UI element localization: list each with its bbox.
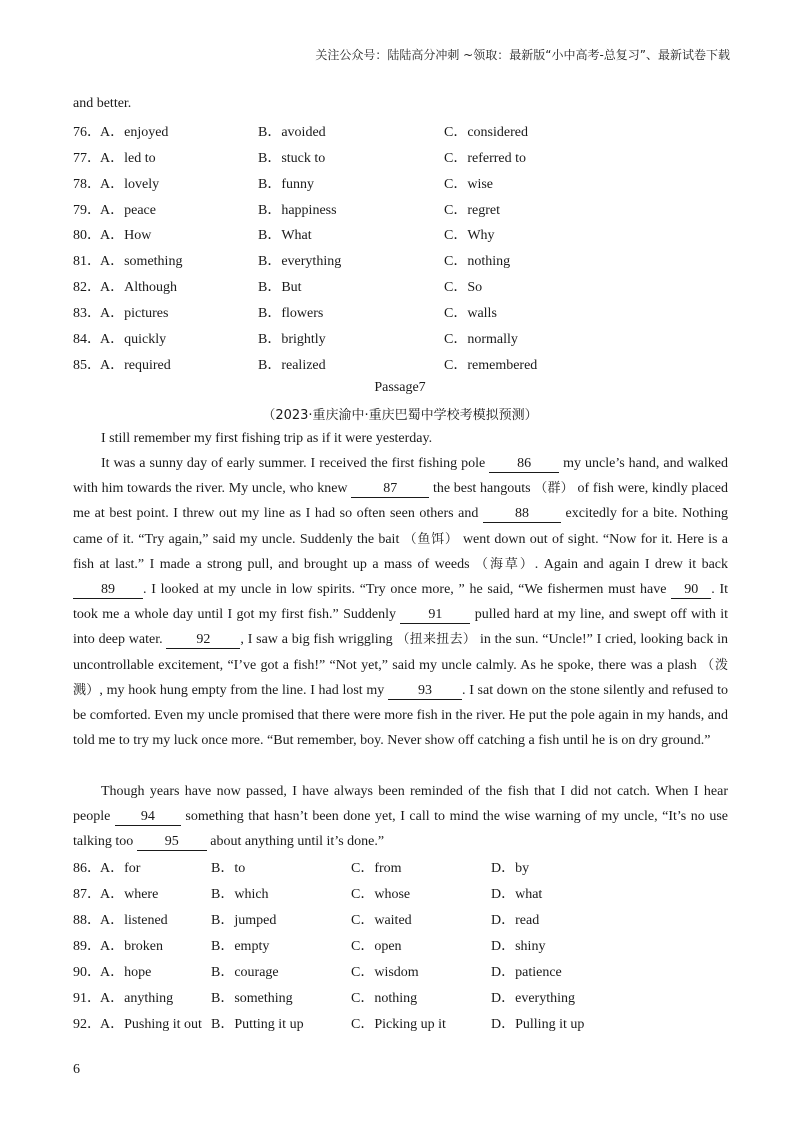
option-a: A．for <box>100 861 141 876</box>
option-a: A．Pushing it out <box>100 1017 202 1032</box>
option-c: C．from <box>351 861 402 876</box>
option-b: B．courage <box>211 965 279 980</box>
page-header: 关注公众号：陆陆高分冲刺 ~领取：最新版“小中高考-总复习”、最新试卷下载 <box>315 48 730 62</box>
question-86 <box>73 857 733 877</box>
option-a: A．led to <box>100 151 156 166</box>
question-80 <box>73 224 733 244</box>
option-c: C．open <box>351 939 402 954</box>
question-number: 80． <box>73 228 101 243</box>
question-number: 91． <box>73 991 101 1006</box>
option-c: C．normally <box>444 332 518 347</box>
option-a: A．something <box>100 254 183 269</box>
passage-source: （2023·重庆渝中·重庆巴蜀中学校考模拟预测） <box>262 408 538 423</box>
blank-86: 86 <box>489 455 559 473</box>
option-a: A．quickly <box>100 332 167 347</box>
option-a: A．peace <box>100 203 156 218</box>
question-number: 77． <box>73 151 101 166</box>
option-d: D．by <box>491 861 530 876</box>
option-d: D．Pulling it up <box>491 1017 585 1032</box>
question-87 <box>73 883 733 903</box>
option-b: B．But <box>258 280 302 295</box>
option-a: A．broken <box>100 939 163 954</box>
question-number: 78． <box>73 177 101 192</box>
option-a: A．Although <box>100 280 177 295</box>
option-d: D．read <box>491 913 540 928</box>
question-number: 87． <box>73 887 101 902</box>
option-c: C．So <box>444 280 483 295</box>
option-d: D．patience <box>491 965 562 980</box>
option-a: A．lovely <box>100 177 160 192</box>
option-c: C．waited <box>351 913 412 928</box>
question-number: 92． <box>73 1017 101 1032</box>
question-number: 79． <box>73 203 101 218</box>
option-b: B．everything <box>258 254 342 269</box>
option-a: A．anything <box>100 991 174 1006</box>
option-b: B．happiness <box>258 203 337 218</box>
option-c: C．Picking up it <box>351 1017 446 1032</box>
question-number: 82． <box>73 280 101 295</box>
option-b: B．which <box>211 887 269 902</box>
option-b: B．empty <box>211 939 270 954</box>
blank-90: 90 <box>671 581 711 599</box>
option-b: B．brightly <box>258 332 326 347</box>
option-a: A．listened <box>100 913 168 928</box>
blank-95: 95 <box>137 833 207 851</box>
option-a: A．pictures <box>100 306 169 321</box>
question-92 <box>73 1013 733 1033</box>
question-83 <box>73 302 733 322</box>
option-c: C．nothing <box>444 254 511 269</box>
question-91 <box>73 987 733 1007</box>
option-c: C．wisdom <box>351 965 419 980</box>
option-c: C．wise <box>444 177 493 192</box>
blank-92: 92 <box>166 631 240 649</box>
question-81 <box>73 250 733 270</box>
option-c: C．Why <box>444 228 495 243</box>
blank-87: 87 <box>351 480 429 498</box>
question-85 <box>73 354 733 374</box>
option-c: C．nothing <box>351 991 418 1006</box>
option-c: C．referred to <box>444 151 527 166</box>
blank-93: 93 <box>388 682 462 700</box>
option-b: B．Putting it up <box>211 1017 304 1032</box>
option-c: C．whose <box>351 887 411 902</box>
option-b: B．stuck to <box>258 151 326 166</box>
question-number: 84． <box>73 332 101 347</box>
question-88 <box>73 909 733 929</box>
intro-tail: and better. <box>73 96 132 111</box>
option-a: A．where <box>100 887 159 902</box>
option-c: C．considered <box>444 125 528 140</box>
question-76 <box>73 121 733 141</box>
option-c: C．regret <box>444 203 500 218</box>
option-b: B．realized <box>258 358 326 373</box>
blank-88: 88 <box>483 505 561 523</box>
question-89 <box>73 935 733 955</box>
option-d: D．shiny <box>491 939 546 954</box>
option-b: B．jumped <box>211 913 277 928</box>
option-c: C．walls <box>444 306 497 321</box>
passage-title: Passage7 <box>374 380 426 395</box>
passage-paragraph-1: I still remember my first fishing trip as if it were yesterday. <box>101 431 433 446</box>
page-number: 6 <box>73 1062 80 1077</box>
option-b: B．What <box>258 228 312 243</box>
option-d: D．everything <box>491 991 575 1006</box>
option-b: B．flowers <box>258 306 324 321</box>
question-84 <box>73 328 733 348</box>
question-number: 90． <box>73 965 101 980</box>
question-90 <box>73 961 733 981</box>
question-number: 88． <box>73 913 101 928</box>
question-77 <box>73 147 733 167</box>
question-number: 89． <box>73 939 101 954</box>
option-b: B．something <box>211 991 293 1006</box>
blank-91: 91 <box>400 606 470 624</box>
blank-89: 89 <box>73 581 143 599</box>
passage-paragraph-3: Though years have now passed, I have always been reminded of the fish that I did not catch. When I hear people 94 something that hasn’t been done yet, I call to mind the wise warning of my uncle, “It’s no use talking too 95 about anything until it’s done.” <box>73 784 728 850</box>
question-79 <box>73 199 733 219</box>
option-d: D．what <box>491 887 543 902</box>
question-number: 81． <box>73 254 101 269</box>
question-82 <box>73 276 733 296</box>
question-number: 83． <box>73 306 101 321</box>
option-b: B．to <box>211 861 246 876</box>
question-number: 86． <box>73 861 101 876</box>
passage-paragraph-2: It was a sunny day of early summer. I received the first fishing pole 86 my uncle’s hand, and walked with him towards the river. My uncle, who knew 87 the best hangouts （群） of fish were, kindly placed me at best point. I threw out my line as I had so often seen others and 88 excitedly for a bite. Nothing came of it. “Try again,” said my uncle. Suddenly the bait （鱼饵） went down out of sight. “Now for it. Here is a fish at last.” I made a strong pull, and brought up a mass of weeds （海草）. Again and again I drew it back 89 . I looked at my uncle in low spirits. “Try once more, ” he said, “We fishermen must have 90 . It took me a whole day until I got my first fish.” Suddenly 91 pulled hard at my line, and swept off with it into deep water. 92 , I saw a big fish wriggling （扭来扭去） in the sun. “Uncle!” I cried, looking back in uncontrollable excitement, “I’ve got a fish!” “Not yet,” said my uncle calmly. As he spoke, there was a plash （泼溅）, my hook hung empty from the line. I had lost my 93 . I sat down on the stone silently and refused to be comforted. Even my uncle promised that there were more fish in the river. He put the pole again in my hands, and told me to try my luck once more. “But remember, boy. Never show off catching a fish until he is on dry ground.” <box>73 456 729 749</box>
option-c: C．remembered <box>444 358 538 373</box>
question-number: 85． <box>73 358 101 373</box>
blank-94: 94 <box>115 808 181 826</box>
option-a: A．required <box>100 358 171 373</box>
option-a: A．hope <box>100 965 152 980</box>
option-b: B．funny <box>258 177 314 192</box>
question-number: 76． <box>73 125 101 140</box>
question-78 <box>73 173 733 193</box>
option-b: B．avoided <box>258 125 326 140</box>
option-a: A．How <box>100 228 152 243</box>
option-a: A．enjoyed <box>100 125 169 140</box>
